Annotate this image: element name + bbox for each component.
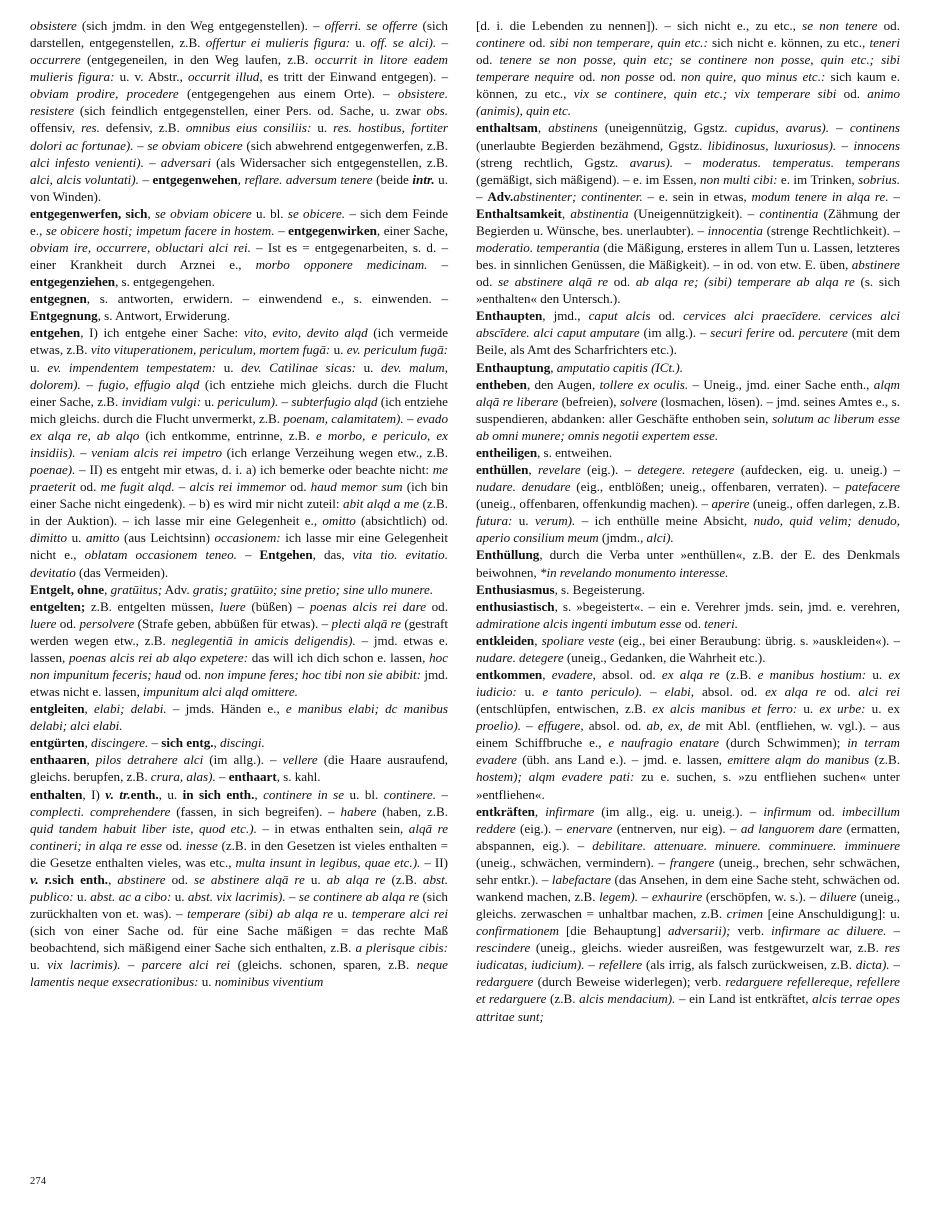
dictionary-entry: Enthauptung, amputatio capitis (ICt.).	[476, 359, 684, 375]
dictionary-entry: enthusiastisch, s. »begeistert«. – ein e. Verehrer jmds. sein, jmd. e. verehren, admiratione alcis ingenti imbutum esse od. teneri.	[476, 598, 900, 631]
two-column-layout	[30, 17, 902, 1025]
dictionary-entry: entgegnen, s. antworten, erwidern. – einwendend e., s. einwenden. – Entgegnung, s. Antwort, Erwiderung.	[30, 291, 448, 324]
dictionary-entry: Enthusiasmus, s. Begeisterung.	[476, 581, 645, 597]
dictionary-entry: entkleiden, spoliare veste (eig., bei einer Beraubung: übrig. s. »auskleiden«). – nudare. detegere (uneig., Gedanken, die Wahrheit etc.).	[476, 632, 901, 665]
dictionary-entry: entheben, den Augen, tollere ex oculis. – Uneig., jmd. einer Sache enth., alqm alqā re liberare (befreien), solvere (losmachen, lösen). – jmd. seines Amtes e., s. suspendieren, abdanken: aller Geschäfte enthoben sein, solutum ac liberum esse ab omni munere; omnis negotii expertem esse.	[476, 376, 900, 443]
dictionary-entry: enthalten, I) v. tr.enth., u. in sich enth., continere in se u. bl. continere. – complecti. comprehendere (fassen, in sich begreifen). – habere (haben, z.B. quid tandem habuit liber iste, quod etc.). – in etwas enthalten sein, alqā re contineri; in alqa re esse od. inesse (z.B. in den Gesetzen ist vieles enthalten = die Gesetze enthalten vieles, was etc., multa insunt in legibus, quae etc.). – II) v. r.sich enth., abstinere od. se abstinere alqā re u. ab alqa re (z.B. abst. publico: u. abst. ac a cibo: u. abst. vix lacrimis). – se continere ab alqa re (sich zurückhalten von et. was). – temperare (sibi) ab alqa re u. temperare alci rei (sich von einer Sache od. für eine Sache mäßigen = das rechte Maß beobachtend, sich mäßigend einer Sache sich enthalten, z.B. a plerisque cibis: u. vix lacrimis). – parcere alci rei (gleichs. schonen, sparen, z.B. neque lamentis neque exsecrationibus: u. nominibus viventium	[30, 786, 449, 990]
dictionary-entry: enthüllen, revelare (eig.). – detegere. retegere (aufdecken, eig. u. uneig.) – nudare. denudare (eig., entblößen; uneig., offenbaren, verraten). – patefacere (uneig., offenbaren, offenkundig machen). – aperire (uneig., offen darlegen, z.B. futura: u. verum). – ich enthülle meine Absicht, nudo, quid velim; denudo, aperio consilium meum (jmdm., alci).	[476, 462, 900, 546]
dictionary-entry: [d. i. die Lebenden zu nennen]). – sich nicht e., zu etc., se non tenere od. continere od. sibi non temperare, quin etc.: sich nicht e. können, zu etc., teneri od. tenere se non posse, quin etc; se continere non posse, quin etc.; sibi temperare nequire od. non posse od. non quire, quo minus etc.: sich kaum e. können, zu etc., vix se continere, quin etc.; vix temperare sibi od. animo (animis), quin etc.	[476, 18, 901, 119]
page-number: 274	[30, 1176, 47, 1187]
dictionary-entry: entgürten, discingere. – sich entg., discingi.	[30, 735, 265, 751]
dictionary-entry: entkräften, infirmare (im allg., eig. u. uneig.). – infirmum od. imbecillum reddere (eig.). – enervare (entnerven, nur eig). – ad languorem dare (ermatten, abspannen, eig.). – debilitare. attenuare. minuere. comminuere. imminuere (uneig., schwächen, vermindern). – frangere (uneig., brechen, sehr schwächen, sehr entkr.). – labefactare (das Ansehen, in dem eine Sache steht, schwächen od. wankend machen, z.B. legem). – exhaurire (erschöpfen, w. s.). – diluere (uneig., gleichs. zerwaschen = unhaltbar machen, z.B. crimen [eine Anschuldigung]: u. confirmationem [die Behauptung] adversarii); verb. infirmare ac diluere. – rescindere (uneig., gleichs. wieder ausreißen, was festgewurzelt war, z.B. res iudicatas, iudicium). – refellere (als irrig, als falsch zurückweisen, z.B. dicta). – redarguere (durch Beweise widerlegen); verb. redarguere refellereque, refellere et redarguere (z.B. alcis mendacium). – ein Land ist entkräftet, alcis terrae opes attritae sunt;	[476, 803, 901, 1024]
dictionary-entry: entgelten; z.B. entgelten müssen, luere (büßen) – poenas alcis rei dare od. luere od. persolvere (Strafe geben, abbüßen für etwas). – plecti alqā re (gestraft werden wegen etw., z.B. neglegentiā in amicis deligendis). – jmd. etwas e. lassen, poenas alcis rei ab alqo expetere: das will ich dich schon e. lassen, hoc non impunitum feceris; haud od. non impune feres; hoc tibi non sie abibit: jmd. etwas nicht e. lassen, impunitum alci alqd omittere.	[30, 598, 449, 700]
dictionary-entry: entgegenwerfen, sich, se obviam obicere u. bl. se obicere. – sich dem Feinde e., se obicere hosti; impetum facere in hostem. – entgegenwirken, einer Sache, obviam ire, occurrere, obluctari alci rei. – Ist es = entgegenarbeiten, s. d. – einer Krankheit durch Arznei e., morbo opponere medicinam. – entgegenziehen, s. entgegengehen.	[30, 205, 449, 290]
dictionary-entry: obsistere (sich jmdm. in den Weg entgegenstellen). – offerri. se offerre (sich darstellen, entgegenstellen, z.B. offertur ei mulieris figura: u. off. se alci). – occurrere (entgegeneilen, in den Weg laufen, z.B. occurrit in litore eadem mulieris figura: u. v. Abstr., occurrit illud, es tritt der Einwand entgegen). – obviam prodire, procedere (entgegengehen aus einem Orte). – obsistere. resistere (sich feindlich entgegenstellen, einer Pers. od. Sache, u. zwar obs. offensiv, res. defensiv, z.B. omnibus eius consiliis: u. res. hostibus, fortiter dolori ac fortunae). – se obviam obicere (sich abwehrend entgegenwerfen, z.B. alci infesto venienti). – adversari (als Widersacher sich entgegenstellen, z.B. alci, alcis voluntati). – entgegenwehen, reflare. adversum tenere (beide intr. u. von Winden).	[30, 18, 449, 204]
right-column	[476, 17, 900, 1025]
dictionary-entry: entkommen, evadere, absol. od. ex alqa re (z.B. e manibus hostium: u. ex iudicio: u. e tanto periculo). – elabi, absol. od. ex alqa re od. alci rei (entschlüpfen, entwischen, z.B. ex alcis manibus et ferro: u. ex urbe: u. ex proelio). – effugere, absol. od. ab, ex, de mit Abl. (entfliehen, w. vgl.). – aus einem Schiffbruche e., e naufragio enatare (durch Schwimmen); in terram evadere (übh. ans Land e.). – jmd. e. lassen, emittere alqm do manibus (z.B. hostem); alqm evadere pati: zu e. suchen, s. »zu entfliehen suchen« unter »entfliehen«.	[476, 666, 901, 802]
dictionary-entry: Enthaupten, jmd., caput alcis od. cervices alci praecīdere. cervices alci abscīdere. alci caput amputare (im allg.). – securi ferire od. percutere (mit dem Beile, als Amt des Scharfrichters etc.).	[476, 308, 901, 358]
dictionary-entry: enthaaren, pilos detrahere alci (im allg.). – vellere (die Haare ausraufend, gleichs. berupfen, z.B. crura, alas). – enthaart, s. kahl.	[30, 752, 449, 785]
dictionary-entry: entgleiten, elabi; delabi. – jmds. Händen e., e manibus elabi; dc manibus delabi; alci elabi.	[30, 701, 449, 734]
left-column	[30, 17, 448, 990]
dictionary-entry: entheiligen, s. entweihen.	[476, 444, 613, 460]
dictionary-entry: entgehen, I) ich entgehe einer Sache: vito, evito, devito alqd (ich vermeide etwas, z.B. vito vituperationem, periculum, mortem fugā: u. ev. periculum fugā: u. ev. impendentem tempestatem: u. dev. Catilinae sicas: u. dev. malum, dolorem). – fugio, effugio alqd (ich entziehe mich gleichs. durch die Flucht einer Sache, z.B. invidiam vulgi: u. periculum). – subterfugio alqd (ich entziehe mich gleichs. durch die Flucht unvermerkt, z.B. poenam, calamitatem). – evado ex alqa re, ab alqo (ich entkomme, entrinne, z.B. e morbo, e periculo, ex insidiis). – veniam alcis rei impetro (ich erlange Verzeihung wegen etw., z.B. poenae). – II) es entgeht mir etwas, d. i. a) ich bemerke oder beachte nicht: me praeterit od. me fugit alqd. – alcis rei immemor od. haud memor sum (ich bin einer Sache nicht eingedenk). – b) es wird mir nicht zuteil: abit alqd a me (z.B. in der Auktion). – ich lasse mir eine Gelegenheit e., omitto (absichtlich) od. dimitto u. amitto (aus Leichtsinn) occasionem: ich lasse mir eine Gelegenheit nicht e., oblatam occasionem teneo. – Entgehen, das, vita tio. evitatio. devitatio (das Vermeiden).	[30, 325, 449, 580]
dictionary-entry: Entgelt, ohne, gratūitus; Adv. gratis; gratūito; sine pretio; sine ullo munere.	[30, 581, 434, 597]
dictionary-entry: enthaltsam, abstinens (uneigennützig, Ggstz. cupidus, avarus). – continens (unerlaubte Begierden bezähmend, Ggstz. libidinosus, luxuriosus). – innocens (streng rechtlich, Ggstz. avarus). – moderatus. temperatus. temperans (gemäßigt, sich mäßigend). – e. im Essen, non multi cibi: e. im Trinken, sobrius. – Adv.abstinenter; continenter. – e. sein in etwas, modum tenere in alqa re. – Enthaltsamkeit, abstinentia (Uneigennützigkeit). – continentia (Zähmung der Begierden u. Wünsche, bes. unerlaubter). – innocentia (strenge Rechtlichkeit). – moderatio. temperantia (die Mäßigung, ersteres in allem Tun u. Lassen, letzteres bes. in sinnlichen Genüssen, die Mäßigkeit). – in od. von etw. E. üben, abstinere od. se abstinere alqā re od. ab alqa re; (sibi) temperare ab alqa re (s. sich »enthalten« den Untersch.).	[476, 120, 901, 307]
dictionary-entry: Enthüllung, durch die Verba unter »enthüllen«, z.B. der E. des Denkmals beiwohnen, *in revelando monumento interesse.	[476, 547, 900, 580]
